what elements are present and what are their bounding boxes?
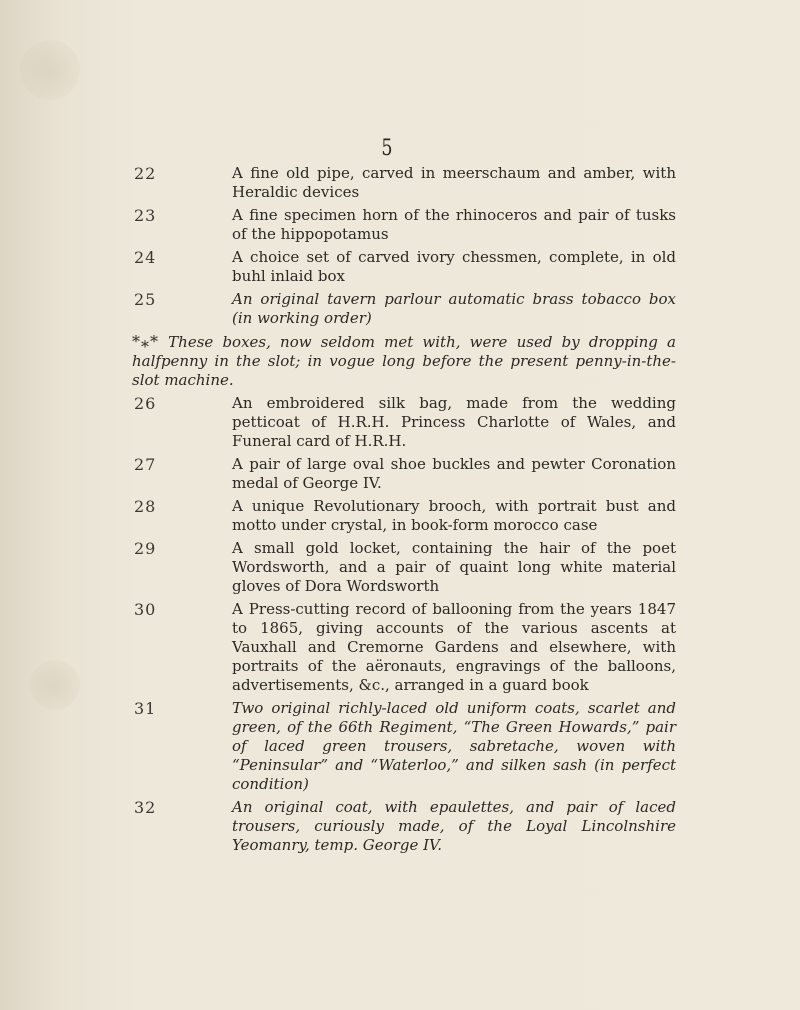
lot-number: 22	[134, 164, 157, 183]
lot-number: 27	[134, 455, 157, 474]
lot-description: A fine specimen horn of the rhinoceros and pair of tusks of the hippopotamus	[232, 206, 676, 243]
lot-description: Two original richly-laced old uniform coats, scarlet and green, of the 66th Regiment, “The Green Howards,” pair of laced green trousers, sabretache, woven with “Peninsular” and “Waterloo,” and silken sash (in perfect condition)	[232, 699, 676, 793]
lot-description: An embroidered silk bag, made from the wedding petticoat of H.R.H. Princess Charlotte of Wales, and Funeral card of H.R.H.	[232, 394, 676, 450]
lot-description: An original coat, with epaulettes, and pair of laced trousers, curiously made, of the Loyal Lincolnshire Yeomanry, temp. George IV.	[232, 798, 676, 854]
lot-number: 31	[134, 699, 157, 718]
asterism-mark: *⁎*	[132, 332, 159, 351]
lot-description: A small gold locket, containing the hair of the poet Wordsworth, and a pair of quaint long white material gloves of Dora Wordsworth	[232, 539, 676, 595]
lot-number: 24	[134, 248, 157, 267]
lot-description: A choice set of carved ivory chessmen, complete, in old buhl inlaid box	[232, 248, 676, 285]
lot-number: 30	[134, 600, 157, 619]
lot-number: 26	[134, 394, 157, 413]
lot-description: An original tavern parlour automatic brass tobacco box (in working order)	[232, 290, 676, 327]
lot-description: A fine old pipe, carved in meerschaum and amber, with Heraldic devices	[232, 164, 676, 201]
lot-number: 28	[134, 497, 157, 516]
lot-description: A pair of large oval shoe buckles and pewter Coronation medal of George IV.	[232, 455, 676, 492]
footnote-text: These boxes, now seldom met with, were used by dropping a halfpenny in the slot; in vogue long before the present penny-in-the-slot machine.	[132, 333, 676, 389]
page-number: 5	[381, 136, 393, 161]
lot-description: A unique Revolutionary brooch, with portrait bust and motto under crystal, in book-form morocco case	[232, 497, 676, 534]
paper-stain	[20, 40, 80, 100]
lot-description: A Press-cutting record of ballooning from the years 1847 to 1865, giving accounts of the various ascents at Vauxhall and Cremorne Gardens and elsewhere, with portraits of the aëronauts, engravings of the balloons, advertisements, &c., arranged in a guard book	[232, 600, 676, 694]
lot-number: 32	[134, 798, 157, 817]
footnote	[132, 332, 676, 390]
paper-stain	[30, 660, 80, 710]
lot-number: 23	[134, 206, 157, 225]
lot-number: 29	[134, 539, 157, 558]
lot-number: 25	[134, 290, 157, 309]
